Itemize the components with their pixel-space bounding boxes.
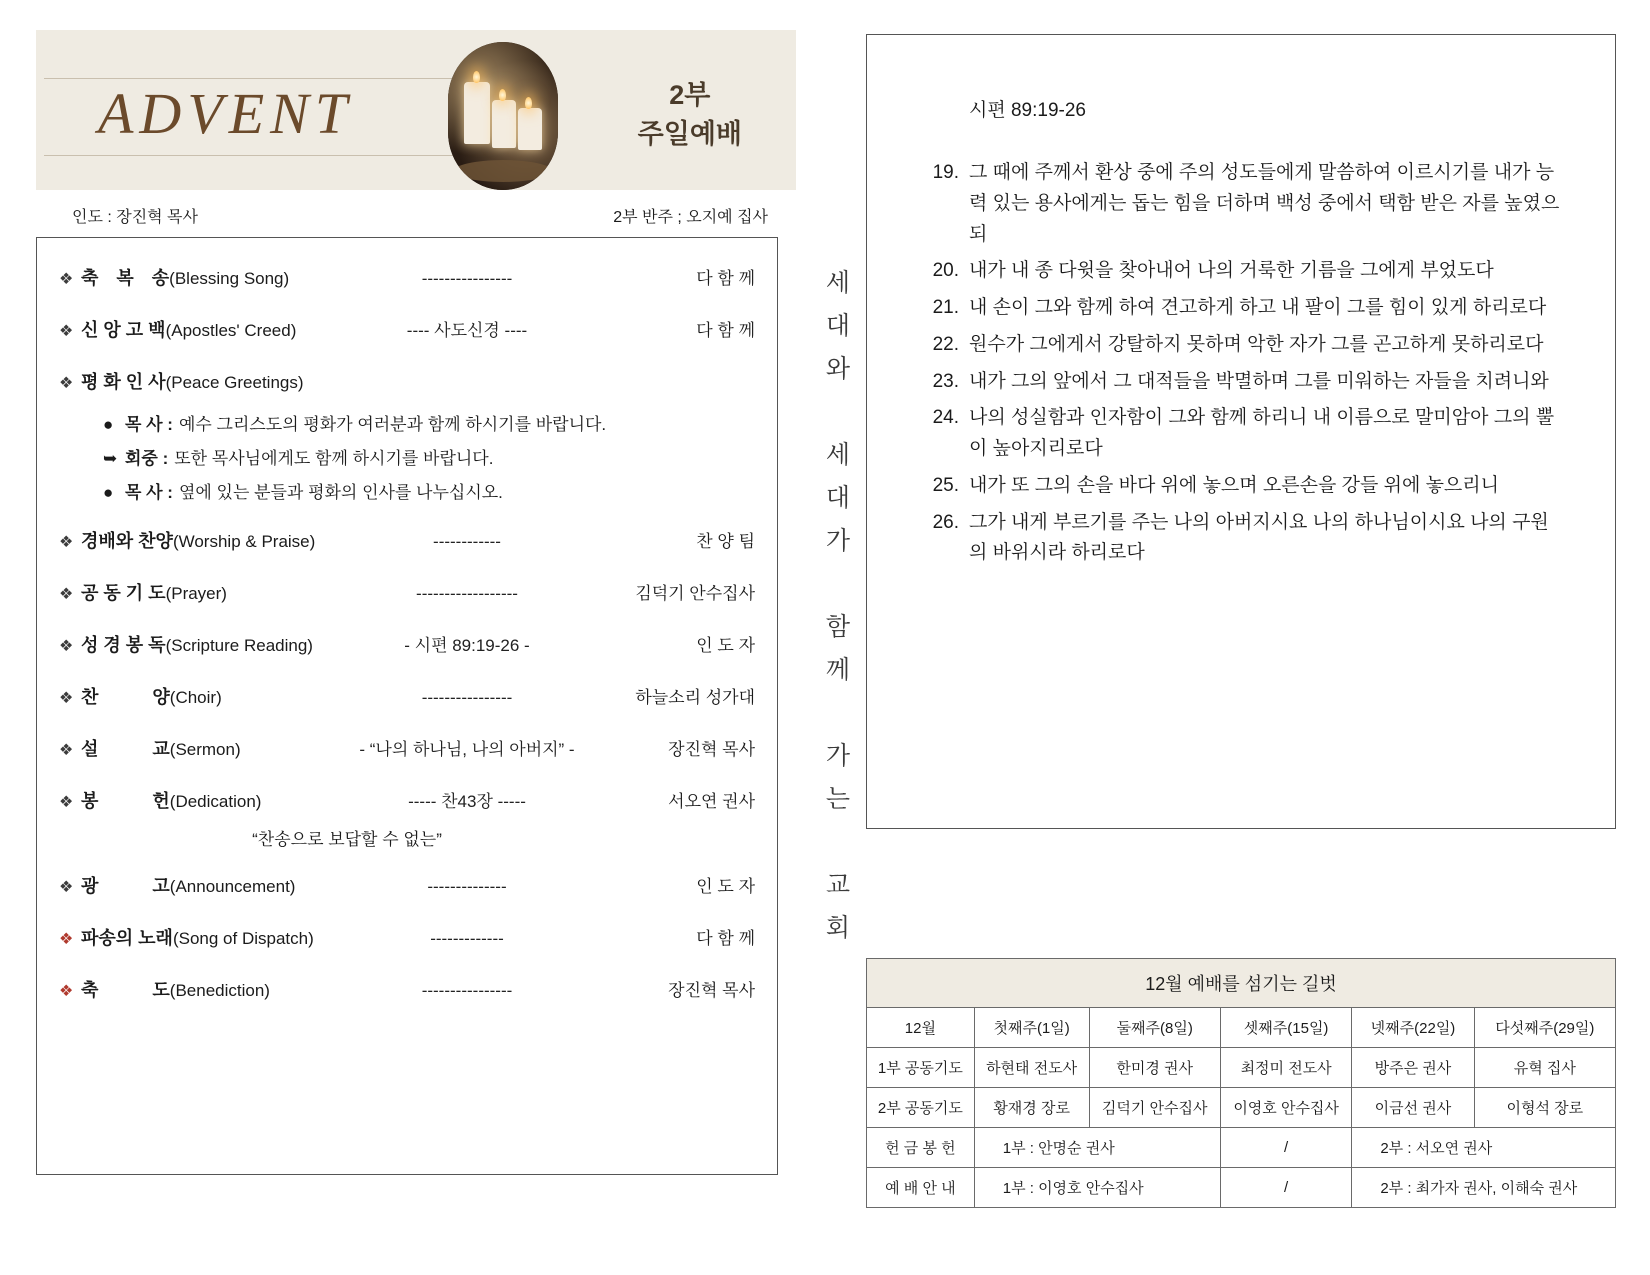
slogan-char: 대 <box>825 484 851 512</box>
order-item-name: 신 앙 고 백(Apostles' Creed) <box>81 320 297 340</box>
order-item-name: 파송의 노래(Song of Dispatch) <box>81 928 314 948</box>
order-item <box>59 264 755 290</box>
order-item-detail: - 시편 89:19-26 - <box>404 636 530 655</box>
vertical-slogan <box>818 262 858 950</box>
dot-bullet-icon: ● <box>103 415 114 434</box>
flame-icon <box>525 97 532 109</box>
order-item-person: 하늘소리 성가대 <box>635 688 755 707</box>
order-item <box>59 527 755 553</box>
dedication-hymn-caption: “찬송으로 보답할 수 없는” <box>252 830 442 849</box>
order-item-name: 공 동 기 도(Prayer) <box>81 583 227 603</box>
table-cell: 이형석 장로 <box>1474 1088 1615 1128</box>
table-cell: 유혁 집사 <box>1474 1048 1615 1088</box>
slogan-char: 는 <box>825 785 851 813</box>
verse-text: 그 때에 주께서 환상 중에 주의 성도들에게 말씀하여 이르시기를 내가 능력 있는 용사에게는 돕는 힘을 더하며 백성 중에서 택함 받은 자를 높였으되 <box>969 162 1560 245</box>
verse-number: 25. <box>932 474 959 496</box>
order-item-detail: ----- 찬43장 ----- <box>408 792 526 811</box>
separator-cell: / <box>1220 1168 1351 1208</box>
column-header-week5: 다섯째주(29일) <box>1474 1008 1615 1048</box>
row-label: 1부 공동기도 <box>867 1048 975 1088</box>
order-item <box>59 579 755 605</box>
left-column <box>36 30 796 1175</box>
table-cell: 하현태 전도사 <box>974 1048 1089 1088</box>
order-item-person: 다 함 께 <box>696 929 755 948</box>
diamond-bullet-icon: ❖ <box>59 879 74 896</box>
verse-text: 나의 성실함과 인자함이 그와 함께 하리니 내 이름으로 말미암아 그의 뿔이 높아지리로다 <box>969 407 1555 460</box>
order-item-detail: - “나의 하나님, 나의 아버지” - <box>359 740 575 759</box>
candle-icon <box>518 108 542 150</box>
scripture-box <box>866 34 1616 829</box>
diamond-bullet-icon: ❖ <box>59 742 74 759</box>
diamond-bullet-icon: ❖ <box>59 638 74 655</box>
row-label: 헌 금 봉 헌 <box>867 1128 975 1168</box>
accompanist-label: 2부 반주 ; 오지예 집사 <box>613 209 768 226</box>
order-item <box>59 631 755 657</box>
slogan-char: 가 <box>825 742 851 770</box>
slogan-char: 와 <box>825 355 851 383</box>
verse-text: 내가 그의 앞에서 그 대적들을 박멸하며 그를 미워하는 자들을 치려니와 <box>969 370 1549 392</box>
diamond-bullet-icon: ❖ <box>59 375 74 392</box>
order-item-name: 설 교(Sermon) <box>81 739 241 759</box>
slogan-char <box>818 821 858 864</box>
order-item-name: 찬 양(Choir) <box>81 687 222 707</box>
diamond-bullet-icon: ❖ <box>59 794 74 811</box>
advent-banner <box>36 30 796 190</box>
slogan-char: 가 <box>825 527 851 555</box>
peace-greeting-line <box>103 444 755 469</box>
table-cell: 김덕기 안수집사 <box>1089 1088 1220 1128</box>
column-header-week3: 셋째주(15일) <box>1220 1008 1351 1048</box>
scripture-verse <box>927 158 1567 250</box>
table-cell: 이금선 권사 <box>1352 1088 1474 1128</box>
verse-number: 20. <box>932 260 959 282</box>
column-header-month: 12월 <box>867 1008 975 1048</box>
order-item-person: 서오연 권사 <box>668 792 755 811</box>
table-cell: 1부 : 안명순 권사 <box>974 1128 1220 1168</box>
order-item <box>59 872 755 898</box>
order-item-detail: ------------- <box>430 929 504 948</box>
speaker-label: 목 사 : <box>125 483 173 502</box>
order-item <box>59 787 755 813</box>
slogan-char: 세 <box>825 269 851 297</box>
order-item-person: 장진혁 목사 <box>668 981 755 1000</box>
table-cell: 방주은 권사 <box>1352 1048 1474 1088</box>
row-label: 2부 공동기도 <box>867 1088 975 1128</box>
verse-number: 21. <box>932 297 959 319</box>
december-servants-table <box>866 958 1616 1208</box>
verse-number: 22. <box>932 333 959 355</box>
order-item-name: 성 경 봉 독(Scripture Reading) <box>81 635 313 655</box>
slogan-char: 함 <box>825 613 851 641</box>
speaker-text: 예수 그리스도의 평화가 여러분과 함께 하시기를 바랍니다. <box>178 415 607 434</box>
banner-rule-top <box>44 78 466 79</box>
diamond-bullet-icon: ❖ <box>59 690 74 707</box>
column-header-week4: 넷째주(22일) <box>1352 1008 1474 1048</box>
slogan-char: 회 <box>825 914 851 942</box>
verse-text: 내가 또 그의 손을 바다 위에 놓으며 오른손을 강들 위에 놓으리니 <box>969 474 1499 496</box>
speaker-label: 회중 : <box>125 449 169 468</box>
table-cell: 2부 : 서오연 권사 <box>1352 1128 1616 1168</box>
slogan-char <box>818 692 858 735</box>
candle-icon <box>492 100 516 148</box>
order-item-detail: ------------------ <box>416 584 518 603</box>
diamond-bullet-icon: ❖ <box>59 271 74 288</box>
slogan-char: 세 <box>825 441 851 469</box>
order-item-detail: ---- 사도신경 ---- <box>406 321 528 340</box>
service-title <box>638 76 742 154</box>
flame-icon <box>499 89 506 101</box>
table-cell: 2부 : 최가자 권사, 이해숙 권사 <box>1352 1168 1616 1208</box>
scripture-verse <box>927 367 1567 398</box>
order-item-person: 김덕기 안수집사 <box>635 584 755 603</box>
leader-row <box>36 204 796 233</box>
slogan-char: 대 <box>825 312 851 340</box>
table-title-row <box>867 959 1616 1008</box>
table-row <box>867 1128 1616 1168</box>
peace-greeting-line <box>103 410 755 435</box>
order-item <box>59 683 755 709</box>
diamond-bullet-icon: ❖ <box>59 983 74 1000</box>
table-row <box>867 1168 1616 1208</box>
candle-icon <box>464 82 490 144</box>
speaker-text: 또한 목사님에게도 함께 하시기를 바랍니다. <box>174 449 494 468</box>
order-item <box>59 368 755 394</box>
scripture-verse <box>927 256 1567 287</box>
order-item-detail: -------------- <box>427 877 507 896</box>
scripture-verse <box>927 330 1567 361</box>
diamond-bullet-icon: ❖ <box>59 323 74 340</box>
diamond-bullet-icon: ❖ <box>59 931 74 948</box>
verse-number: 23. <box>932 370 959 392</box>
table-header-row <box>867 1008 1616 1048</box>
separator-cell: / <box>1220 1128 1351 1168</box>
scripture-verse <box>927 508 1567 570</box>
diamond-bullet-icon: ❖ <box>59 586 74 603</box>
table-cell: 이영호 안수집사 <box>1220 1088 1351 1128</box>
tray-shape <box>454 160 552 182</box>
peace-greeting-lines <box>103 410 755 503</box>
verse-number: 26. <box>932 511 959 533</box>
table-row <box>867 1088 1616 1128</box>
table-row <box>867 1048 1616 1088</box>
arrow-bullet-icon: ➥ <box>103 449 118 468</box>
scripture-verse <box>927 471 1567 502</box>
banner-rule-bottom <box>44 155 466 156</box>
order-item-detail: ---------------- <box>421 269 513 288</box>
order-item-name: 봉 헌(Dedication) <box>81 791 262 811</box>
service-name: 주일예배 <box>637 119 742 150</box>
table-cell: 한미경 권사 <box>1089 1048 1220 1088</box>
verse-text: 그가 내게 부르기를 주는 나의 아버지시요 나의 하나님이시요 나의 구원의 바위시라 하리로다 <box>969 511 1549 564</box>
dot-bullet-icon: ● <box>103 483 114 502</box>
verse-number: 24. <box>932 407 959 429</box>
order-of-worship-box <box>36 237 778 1175</box>
slogan-char: 께 <box>825 656 851 684</box>
service-part: 2부 <box>669 80 711 110</box>
peace-greeting-line <box>103 478 755 503</box>
slogan-char <box>818 391 858 434</box>
scripture-verse <box>927 293 1567 324</box>
speaker-label: 목 사 : <box>125 415 173 434</box>
order-item <box>59 316 755 342</box>
order-item-person: 찬 양 팀 <box>696 532 755 551</box>
order-item-detail: ---------------- <box>421 688 513 707</box>
column-header-week2: 둘째주(8일) <box>1089 1008 1220 1048</box>
row-label: 예 배 안 내 <box>867 1168 975 1208</box>
order-item <box>59 735 755 761</box>
order-item-name: 광 고(Announcement) <box>81 876 296 896</box>
scripture-verse <box>927 403 1567 465</box>
order-item-person: 인 도 자 <box>696 636 755 655</box>
column-header-week1: 첫째주(1일) <box>974 1008 1089 1048</box>
speaker-text: 옆에 있는 분들과 평화의 인사를 나누십시오. <box>178 483 503 502</box>
order-item <box>59 976 755 1002</box>
leader-label: 인도 : 장진혁 목사 <box>72 209 198 226</box>
diamond-bullet-icon: ❖ <box>59 534 74 551</box>
order-item-detail: ---------------- <box>421 981 513 1000</box>
table-title: 12월 예배를 섬기는 길벗 <box>867 959 1616 1008</box>
order-item <box>59 924 755 950</box>
table-cell: 1부 : 이영호 안수집사 <box>974 1168 1220 1208</box>
order-item-person: 다 함 께 <box>696 321 755 340</box>
verse-text: 내 손이 그와 함께 하여 견고하게 하고 내 팔이 그를 힘이 있게 하리로다 <box>969 297 1547 319</box>
flame-icon <box>473 71 480 83</box>
order-item-name: 평 화 인 사(Peace Greetings) <box>81 372 304 392</box>
order-item-name: 축 도(Benediction) <box>81 980 270 1000</box>
slogan-char <box>818 563 858 606</box>
order-item-name: 축 복 송(Blessing Song) <box>81 268 290 288</box>
table-cell: 최정미 전도사 <box>1220 1048 1351 1088</box>
table-cell: 황재경 장로 <box>974 1088 1089 1128</box>
candles-photo <box>448 42 558 190</box>
order-item-person: 인 도 자 <box>696 877 755 896</box>
order-item-person: 다 함 께 <box>696 269 755 288</box>
verse-text: 원수가 그에게서 강탈하지 못하며 악한 자가 그를 곤고하게 못하리로다 <box>969 333 1544 355</box>
order-item-name: 경배와 찬양(Worship & Praise) <box>81 531 316 551</box>
scripture-reference: 시편 89:19-26 <box>969 100 1086 121</box>
verse-text: 내가 내 종 다윗을 찾아내어 나의 거룩한 기름을 그에게 부었도다 <box>969 260 1494 282</box>
order-item-detail: ------------ <box>433 532 501 551</box>
advent-title: ADVENT <box>98 81 354 146</box>
verse-number: 19. <box>932 162 959 183</box>
slogan-char: 교 <box>825 871 851 899</box>
order-item-person: 장진혁 목사 <box>668 740 755 759</box>
